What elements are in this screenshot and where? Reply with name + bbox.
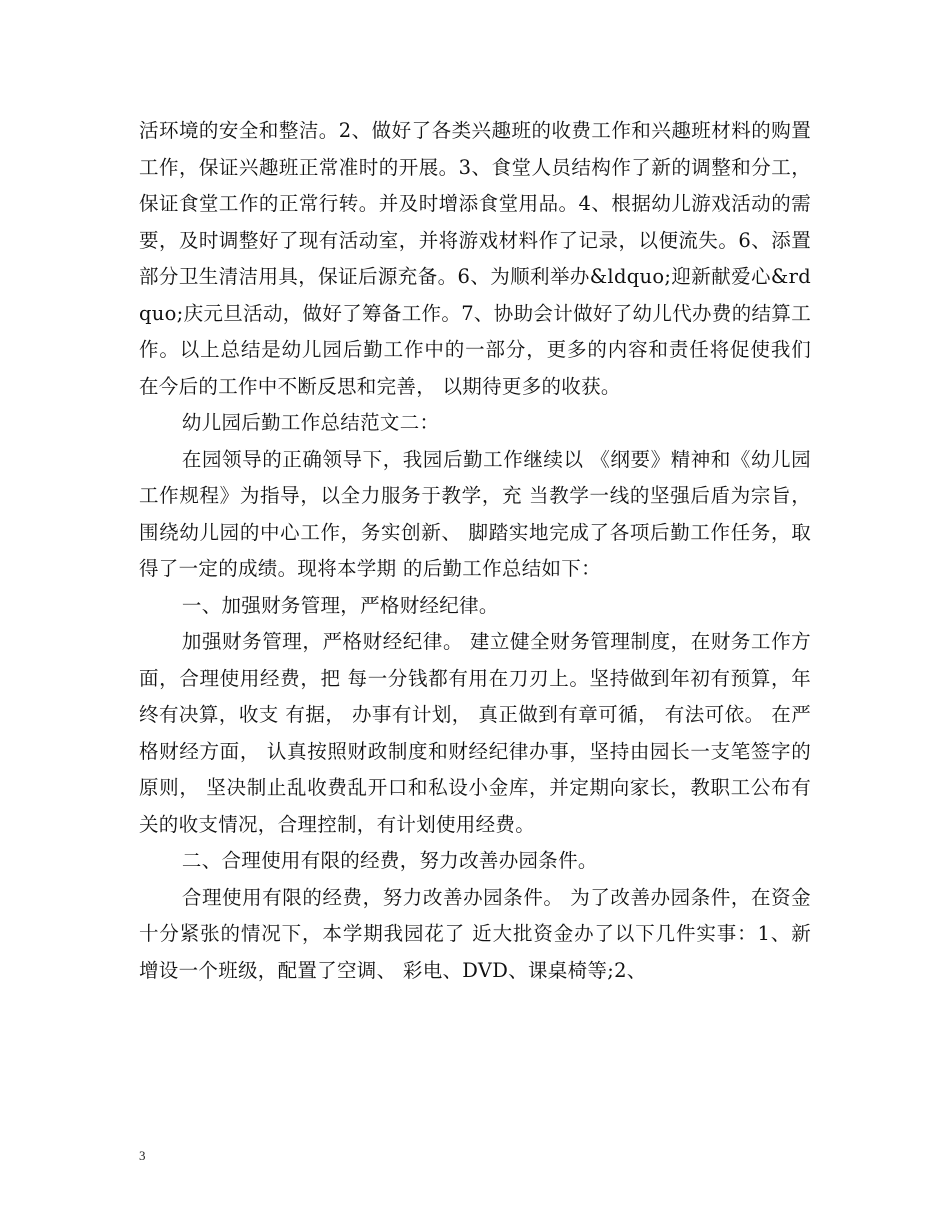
paragraph-introduction: 在园领导的正确领导下，我园后勤工作继续以 《纲要》精神和《幼儿园工作规程》为指导，以全力服务于教学，充 当教学一线的坚强后盾为宗旨，围绕幼儿园的中心工作，务实创新、 脚踏实地完成了各项后勤工作任务，取得了一定的成绩。现将本学期 的后勤工作总结如下： <box>139 447 811 580</box>
paragraph-continuation: 活环境的安全和整洁。2、做好了各类兴趣班的收费工作和兴趣班材料的购置工作，保证兴趣班正常准时的开展。3、食堂人员结构作了新的调整和分工，保证食堂工作的正常行转。并及时增添食堂用品。4、根据幼儿游戏活动的需要，及时调整好了现有活动室，并将游戏材料作了记录，以便流失。6、添置部分卫生清洁用具，保证后源充备。6、为顺利举办&ldquo;迎新献爱心&rdquo;庆元旦活动，做好了筹备工作。7、协助会计做好了幼儿代办费的结算工作。以上总结是幼儿园后勤工作中的一部分，更多的内容和责任将促使我们在今后的工作中不断反思和完善， 以期待更多的收获。 <box>139 119 811 398</box>
subheading-funding-usage: 二、合理使用有限的经费，努力改善办园条件。 <box>181 849 598 872</box>
paragraph-funding-usage: 合理使用有限的经费，努力改善办园条件。 为了改善办园条件，在资金十分紧张的情况下，本学期我园花了 近大批资金办了以下几件实事：1、新增设一个班级，配置了空调、 彩电、DVD、课桌椅等;2、 <box>139 885 811 982</box>
section-heading-sample-two: 幼儿园后勤工作总结范文二： <box>181 411 440 434</box>
subheading-finance-management: 一、加强财务管理，严格财经纪律。 <box>181 593 499 617</box>
document-body <box>139 113 811 989</box>
paragraph-finance-management: 加强财务管理，严格财经纪律。 建立健全财务管理制度，在财务工作方面，合理使用经费，把 每一分钱都有用在刀刃上。坚持做到年初有预算，年终有决算，收支 有据， 办事有计划， 真正做到有章可循， 有法可依。 在严格财经方面， 认真按照财政制度和财经纪律办事，坚持由园长一支笔签字的原则， 坚决制止乱收费乱开口和私设小金库，并定期向家长，教职工公布有 关的收支情况，合理控制，有计划使用经费。 <box>139 630 811 836</box>
page-number: 3 <box>139 1148 146 1163</box>
